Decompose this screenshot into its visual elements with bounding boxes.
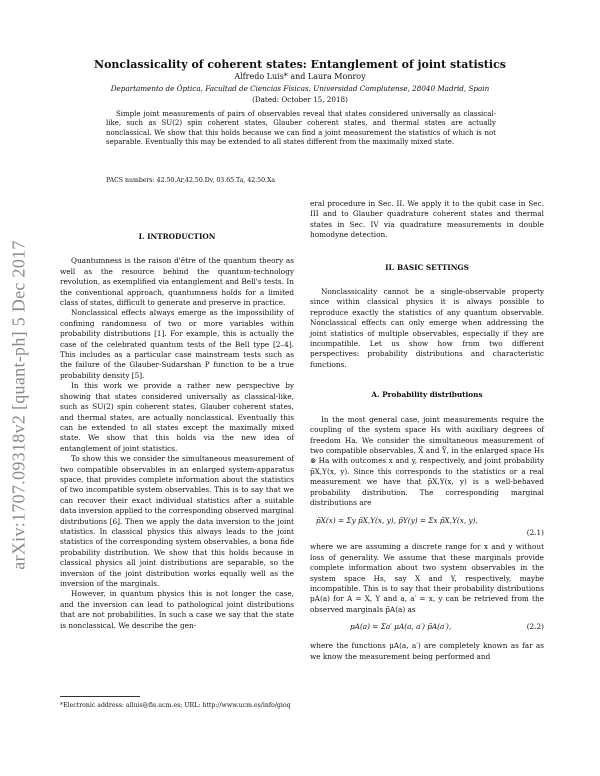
subsection-paragraph: In the most general case, joint measurements require the coupling of the system space Hs with auxiliary degrees of freedom Ha. We consider the simultaneous measurement of two compatible observables, X̃ and Ỹ, in the enlarged space Hs ⊗ Ha with outcomes x and y, respectively, and joint probability p̃X,Y(x, y). Since this corresponds to the statistics or a real measurement we have that p̃X,Y(x, y) is a well-behaved probability distribution. The corresponding marginal distributions are: [310, 414, 544, 507]
section-paragraph: Nonclassicality cannot be a single-observable property since within classical physics it is always possible to reproduce exactly the statistics of any quantum observable. Nonclassical effects can only emerge when addressing the joint statistics of multiple observables, especially if they are incompatible. Let us show how from two different perspectives: probability distributions and characteristic functions.: [310, 287, 544, 369]
abstract: Simple joint measurements of pairs of observables reveal that states considered universally as classical-like, such as SU(2) spin coherent states, Glauber coherent states, and thermal states are actually nonclassical. We show that this holds because we can find a joint measurement the statistics of which is not separable. Eventually this may be extended to all states different from the maximally mixed state.: [106, 110, 496, 146]
equation-2-1: p̃X(x) = Σy p̃X,Y(x, y), p̃Y(y) = Σx p̃X,Y(x, y), (2.1): [316, 516, 544, 538]
after-equation-text: where we are assuming a discrete range for x and y without loss of generality. We assume that these marginals provide complete information about two system observables in the system space Hs, say X and Y, respectively, maybe incompatible. This is to say that their probability distributions pA(a) for A = X, Y and a, a′ = x, y can be retrieved from the observed marginals p̃A(a) as: [310, 542, 544, 614]
intro-continuation: eral procedure in Sec. II. We apply it to the qubit case in Sec. III and to Glauber quadrature coherent states and thermal states in Sec. IV via quadrature measurements in double homodyne detection.: [310, 199, 544, 240]
intro-paragraph: In this work we provide a rather new perspective by showing that states considered universally as classical-like, such as SU(2) spin coherent states, Glauber coherent states, and thermal states, are actually nonclassical. Eventually this can be extended to all states except the maximally mixed state. We show that this holds via the new idea of entanglement of joint statistics.: [60, 381, 294, 453]
intro-paragraph: Quantumness is the raison d'être of the quantum theory as well as the resource behind the quantum-technology revolution, as exemplified via entanglement and Bell's tests. In the conventional approach, quantumness holds for a limited class of states, difficult to generate and preserve in practice.: [60, 256, 294, 308]
right-column: [310, 199, 544, 662]
equation-number: (2.1): [526, 528, 544, 538]
section-heading-basic-settings: II. BASIC SETTINGS: [385, 262, 469, 272]
intro-paragraph: However, in quantum physics this is not longer the case, and the inversion can lead to pathological joint distributions that are not probabilities. In such a case we say that the state is nonclassical. We describe the gen-: [60, 589, 294, 630]
arxiv-stamp: arXiv:1707.09318v2 [quant-ph] 5 Dec 2017: [8, 240, 29, 570]
paper-title: Nonclassicality of coherent states: Entanglement of joint statistics: [94, 58, 506, 71]
intro-paragraph: To show this we consider the simultaneous measurement of two compatible observables in an enlarged system-apparatus space, that provides complete information about the statistics of two incompatible system observables. This is to say that we can recover their exact individual statistics after a suitable data inversion applied to the corresponding observed marginal distributions [6]. Then we apply the data inversion to the joint statistics. In classical physics this always leads to the joint statistics of the corresponding system observables, a bona fide probability distribution. We show that this holds because in classical physics all joint distributions are separable, so the inversion of the joint distribution works equally well as the inversion of the marginals.: [60, 454, 294, 588]
authors: Alfredo Luis* and Laura Monroy: [234, 72, 366, 81]
date-line: (Dated: October 15, 2018): [252, 95, 348, 104]
footnote-rule: [60, 696, 140, 697]
left-column: [60, 232, 294, 631]
equation-2-2: pA(a) = Σa′ μA(a, a′) p̃A(a′), (2.2): [350, 622, 544, 632]
pacs-numbers: PACS numbers: 42.50.Ar,42.50.Dv, 03.65.Ta, 42.50.Xa: [106, 177, 276, 184]
subsection-heading: A. Probability distributions: [371, 390, 483, 400]
after-equation-text: where the functions μA(a, a′) are completely known as far as we know the measurement being performed and: [310, 641, 544, 661]
intro-paragraph: Nonclassical effects always emerge as the impossibility of confining randomness of two or more variables within probability distributions [1]. For example, this is actually the case of the celebrated quantum tests of the Bell type [2–4]. This includes as a particular case mainstream tests such as the failure of the Glauber-Sudarshan P function to be a true probability density [5].: [60, 308, 294, 380]
equation-number: (2.2): [526, 622, 544, 632]
footnote: *Electronic address: alluis@fis.ucm.es; URL: http://www.ucm.es/info/gioq: [60, 702, 291, 709]
affiliation: Departamento de Óptica, Facultad de Ciencias Físicas, Universidad Complutense, 28040 Madrid, Spain: [110, 84, 490, 93]
section-heading-intro: I. INTRODUCTION: [138, 232, 216, 241]
